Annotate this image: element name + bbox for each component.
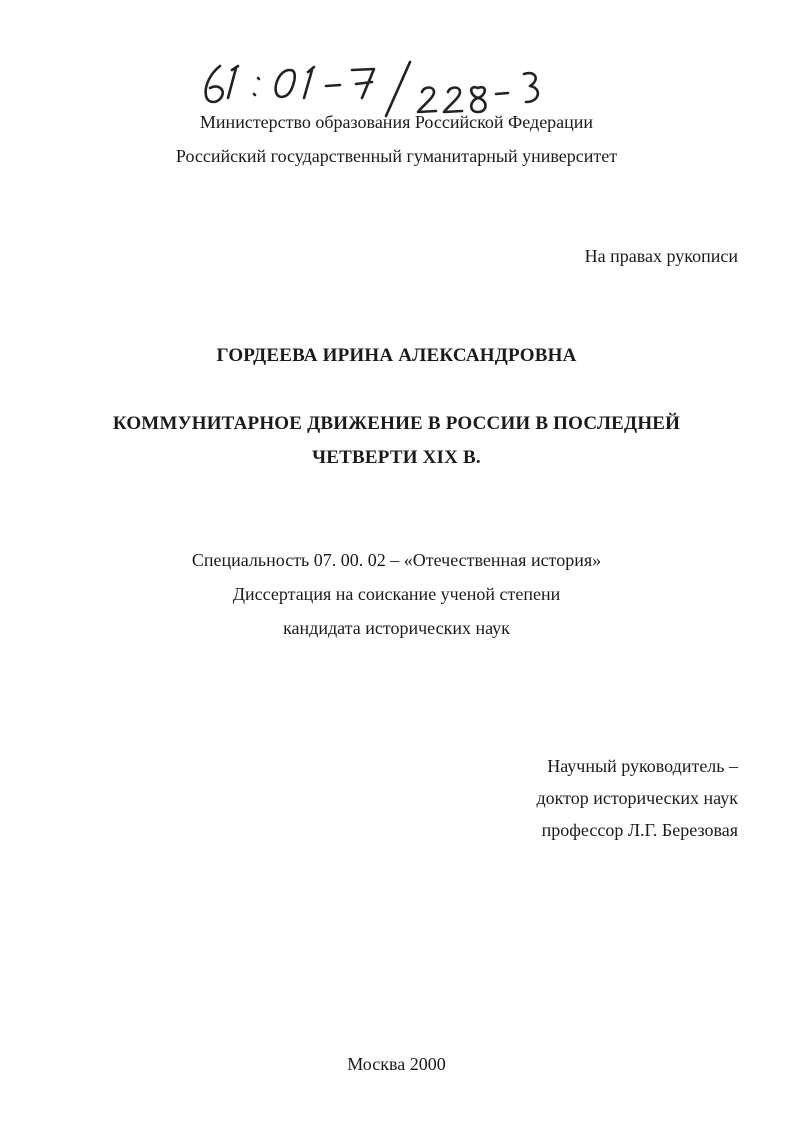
supervisor-degree: доктор исторических наук — [536, 788, 738, 808]
city-year: Москва 2000 — [347, 1054, 446, 1074]
specialty-line: Специальность 07. 00. 02 – «Отечественная история» — [191, 550, 602, 570]
university-name: Российский государственный гуманитарный университет — [175, 146, 618, 166]
dissertation-line: Диссертация на соискание ученой степени — [232, 584, 561, 604]
author-name: ГОРДЕЕВА ИРИНА АЛЕКСАНДРОВНА — [216, 345, 577, 366]
ministry-name: Министерство образования Российской Федерации — [199, 112, 594, 132]
manuscript-note: На правах рукописи — [584, 246, 738, 266]
degree-line: кандидата исторических наук — [283, 618, 510, 638]
supervisor-name: профессор Л.Г. Березовая — [541, 820, 738, 840]
dissertation-title-line-1: КОММУНИТАРНОЕ ДВИЖЕНИЕ В РОССИИ В ПОСЛЕДНЕЙ — [112, 413, 681, 434]
dissertation-title-line-2: ЧЕТВЕРТИ XIX В. — [312, 447, 481, 468]
supervisor-block — [537, 750, 739, 846]
supervisor-label: Научный руководитель – — [547, 756, 738, 776]
